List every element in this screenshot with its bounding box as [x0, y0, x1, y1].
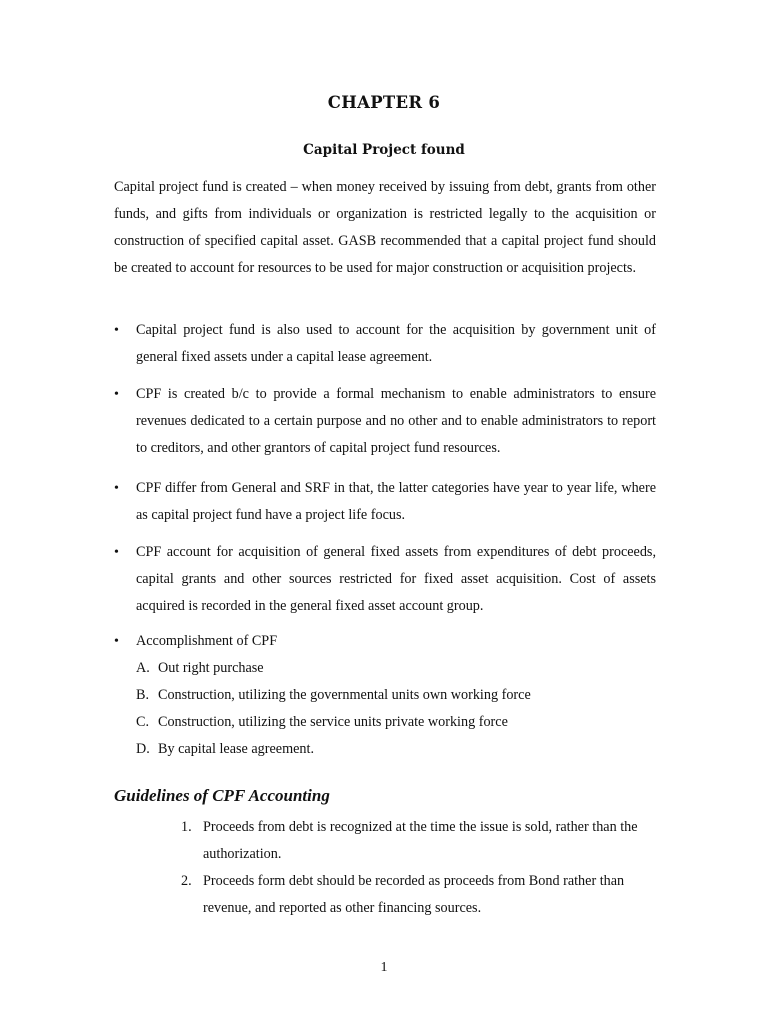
list-number: 2. [181, 873, 192, 889]
bullet-text: Capital project fund is also used to account for the acquisition by government unit of general fixed assets under a capital lease agreement. [136, 322, 656, 365]
list-marker: C. [136, 714, 150, 730]
bullet-text: CPF is created b/c to provide a formal mechanism to enable administrators to ensure revenues dedicated to a certain purpose and no other and to enable administrators to report to creditors, and other grantors of capital project fund resources. [136, 386, 656, 456]
bullet-item-1 [114, 317, 656, 371]
list-item-text: Out right purchase [158, 660, 264, 676]
list-marker: A. [136, 660, 150, 676]
bullet-icon: • [114, 634, 119, 649]
list-item-text: By capital lease agreement. [158, 741, 314, 757]
bullet-icon: • [114, 323, 119, 338]
list-item [181, 814, 656, 868]
list-item [136, 682, 656, 709]
guidelines-list [181, 814, 656, 922]
intro-paragraph: Capital project fund is created – when money received by issuing from debt, grants from other funds, and gifts from individuals or organization is restricted legally to the acquisition or construction of specified capital asset. GASB recommended that a capital project fund should be created to account for resources to be used for major construction or acquisition projects. [114, 179, 656, 276]
bullet-item-3 [114, 475, 656, 529]
list-marker: B. [136, 687, 150, 703]
bullet-text: Accomplishment of CPF [136, 633, 278, 649]
list-item [136, 709, 656, 736]
list-item [136, 736, 656, 763]
guidelines-heading: Guidelines of CPF Accounting [114, 786, 330, 805]
accomplishment-block [136, 628, 656, 763]
bullet-item-4 [114, 539, 656, 620]
chapter-subtitle: Capital Project found [303, 142, 465, 158]
list-item-text: Construction, utilizing the governmental units own working force [158, 687, 531, 703]
list-number: 1. [181, 819, 192, 835]
page-number: 1 [380, 960, 388, 975]
accomplishment-list [136, 655, 656, 763]
list-item-text: Construction, utilizing the service units private working force [158, 714, 508, 730]
list-item [181, 868, 656, 922]
bullet-item-2 [114, 381, 656, 462]
bullet-text: CPF account for acquisition of general fixed assets from expenditures of debt proceeds, capital grants and other sources restricted for fixed asset acquisition. Cost of assets acquired is recorded in the general fixed asset account group. [136, 544, 656, 614]
bullet-text: CPF differ from General and SRF in that, the latter categories have year to year life, where as capital project fund have a project life focus. [136, 480, 656, 523]
list-marker: D. [136, 741, 150, 757]
bullet-icon: • [114, 545, 119, 560]
list-item [136, 655, 656, 682]
bullet-item-5 [114, 628, 656, 763]
bullet-icon: • [114, 387, 119, 402]
list-item-text: Proceeds form debt should be recorded as proceeds from Bond rather than revenue, and reported as other financing sources. [203, 873, 625, 916]
list-item-text: Proceeds from debt is recognized at the time the issue is sold, rather than the authorization. [203, 819, 638, 862]
chapter-title: CHAPTER 6 [327, 93, 441, 112]
bullet-icon: • [114, 481, 119, 496]
